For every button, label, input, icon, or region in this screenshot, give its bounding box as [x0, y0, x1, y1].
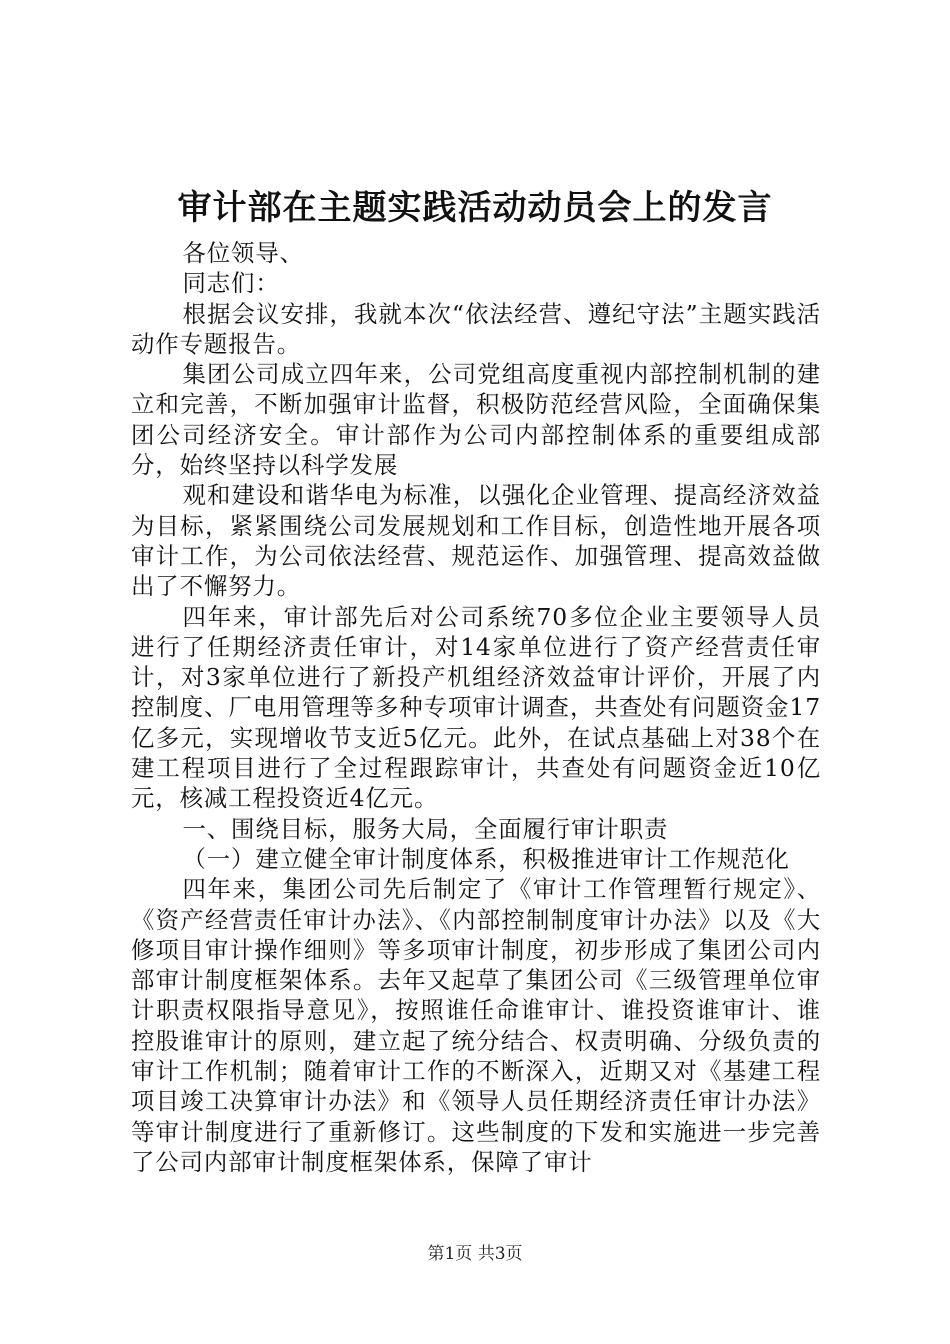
page-footer: 第1页 共3页 — [427, 1244, 523, 1264]
section-heading-1: 一、围绕目标，服务大局，全面履行审计职责 — [182, 814, 669, 843]
paragraph-audit-system: 四年来，集团公司先后制定了《审计工作管理暂行规定》、《资产经营责任审计办法》、《内部控制制度审计办法》以及《大修项目审计操作细则》等多项审计制度，初步形成了集团公司内部审计制度框架体系。去年又起草了集团公司《三级管理单位审计职责权限指导意见》，按照谁任命谁审计、谁投资谁审计、谁控股谁审计的原则，建立起了统分结合、权责明确、分级负责的审计工作机制；随着审计工作的不断深入，近期又对《基建工程项目竣工决算审计办法》和《领导人员任期经济责任审计办法》等审计制度进行了重新修订。这些制度的下发和实施进一步完善了公司内部审计制度框架体系，保障了审计 — [131, 875, 821, 1176]
paragraph-achievements: 四年来，审计部先后对公司系统70多位企业主要领导人员进行了任期经济责任审计，对14家单位进行了资产经营责任审计，对3家单位进行了新投产机组经济效益审计评价，开展了内控制度、厂电用管理等多种专项审计调查，共查处有问题资金17亿多元，实现增收节支近5亿元。此外，在试点基础上对38个在建工程项目进行了全过程跟踪审计，共查处有问题资金近10亿元，核减工程投资近4亿元。 — [131, 602, 821, 813]
salutation-leaders: 各位领导、 — [182, 239, 304, 267]
paragraph-intro: 根据会议安排，我就本次“依法经营、遵纪守法”主题实践活动作专题报告。 — [131, 299, 821, 358]
salutation-comrades: 同志们： — [182, 269, 280, 298]
paragraph-development: 观和建设和谐华电为标准，以强化企业管理、提高经济效益为目标，紧紧围绕公司发展规划和工作目标，创造性地开展各项审计工作，为公司依法经营、规范运作、加强管理、提高效益做出了不懈努力。 — [131, 481, 821, 601]
document-title: 审计部在主题实践活动动员会上的发言 — [177, 188, 773, 228]
document-body — [131, 238, 821, 1177]
subsection-heading-1: （一）建立健全审计制度体系，积极推进审计工作规范化 — [182, 844, 790, 873]
paragraph-background: 集团公司成立四年来，公司党组高度重视内部控制机制的建立和完善，不断加强审计监督，积极防范经营风险，全面确保集团公司经济安全。审计部作为公司内部控制体系的重要组成部分，始终坚持以科学发展 — [131, 360, 821, 480]
